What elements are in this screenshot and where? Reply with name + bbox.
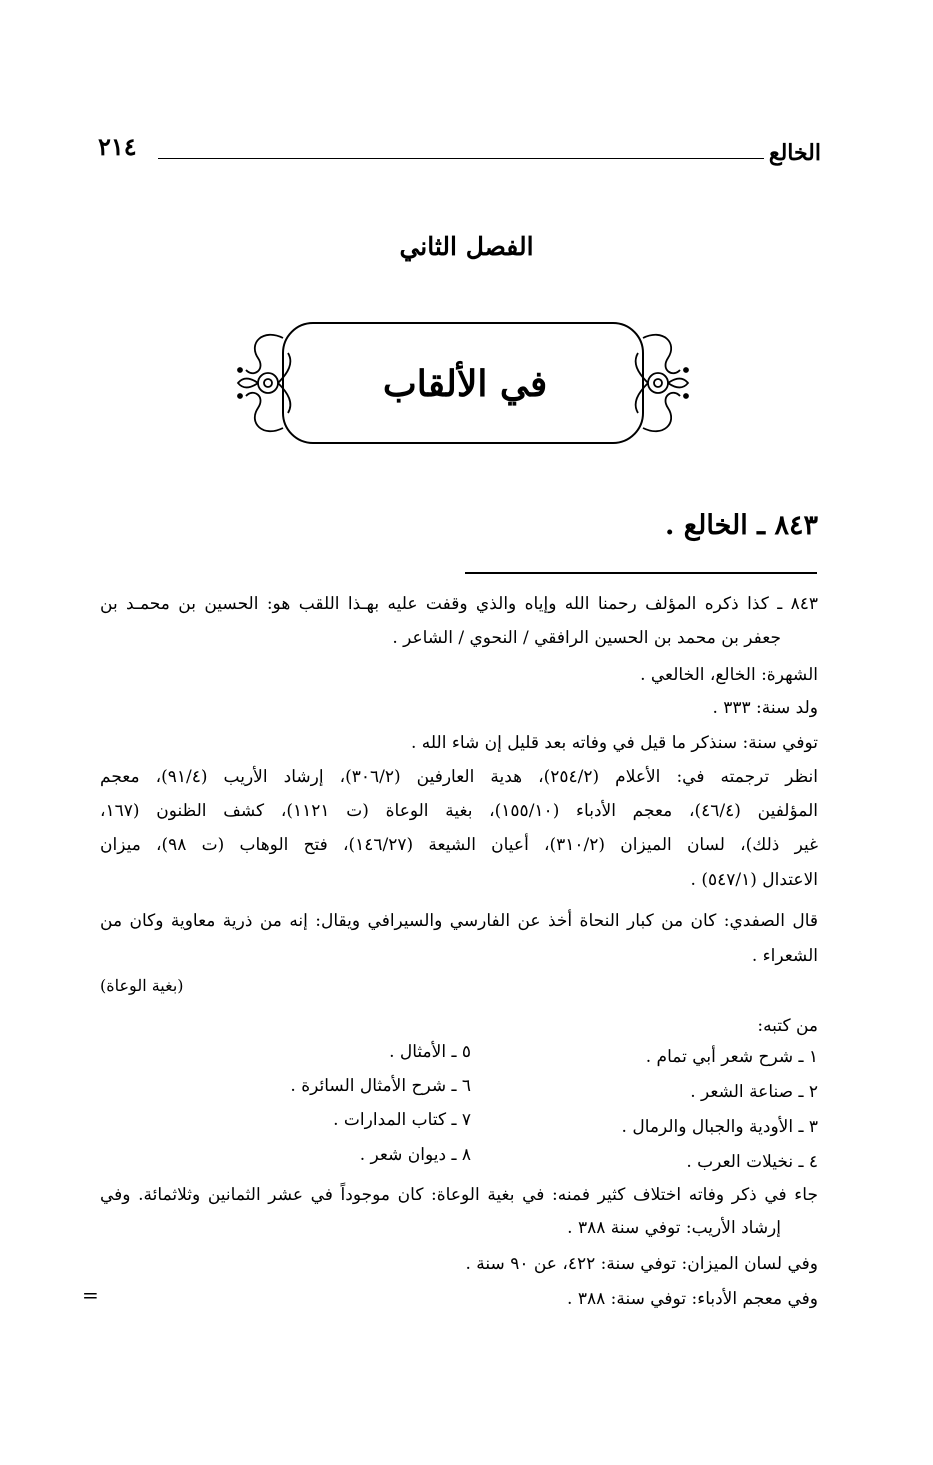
books-intro: من كتبه: bbox=[757, 1016, 818, 1036]
death-note-line: جاء في ذكر وفاته اختلاف كثير فمنه: في بغية الوعاة: كان موجوداً في عشر الثمانين وثلاثمائة. وفي bbox=[100, 1185, 818, 1205]
note-line: توفي سنة: سنذكر ما قيل في وفاته بعد قليل إن شاء الله . bbox=[410, 733, 818, 753]
book-item: ٤ ـ نخيلات العرب . bbox=[686, 1152, 818, 1172]
note-line: الشعراء . bbox=[751, 946, 818, 966]
note-line: ٨٤٣ ـ كذا ذكره المؤلف رحمنا الله وإياه والذي وقفت عليه بهـذا اللقب هو: الحسين بن محمـد بن bbox=[100, 594, 818, 614]
header-rule bbox=[158, 158, 764, 159]
death-note-line: وفي معجم الأدباء: توفي سنة: ٣٨٨ . bbox=[567, 1289, 818, 1309]
entry-heading: ٨٤٣ ـ الخالع . bbox=[664, 510, 818, 541]
note-line: ولد سنة: ٣٣٣ . bbox=[712, 698, 818, 718]
continuation-mark: = bbox=[82, 1283, 99, 1307]
book-item: ١ ـ شرح شعر أبي تمام . bbox=[645, 1047, 818, 1067]
note-line: الاعتدال (٥٤٧/١) . bbox=[690, 870, 818, 890]
book-item: ٣ ـ الأودية والجبال والرمال . bbox=[621, 1117, 818, 1137]
note-line: جعفر بن محمد بن الحسين الرافقي / النحوي / الشاعر . bbox=[392, 628, 781, 648]
page-number: ٢١٤ bbox=[98, 132, 137, 161]
death-note-line: إرشاد الأريب: توفي سنة ٣٨٨ . bbox=[567, 1218, 781, 1238]
chapter-title: الفصل الثاني bbox=[399, 232, 534, 261]
book-item: ٢ ـ صناعة الشعر . bbox=[690, 1082, 818, 1102]
book-item: ٧ ـ كتاب المدارات . bbox=[333, 1110, 471, 1130]
book-item: ٥ ـ الأمثال . bbox=[389, 1042, 471, 1062]
note-line: قال الصفدي: كان من كبار النحاة أخذ عن الفارسي والسيرافي ويقال: إنه من ذرية معاوية وكان من bbox=[100, 911, 818, 931]
section-title: في الألقاب bbox=[382, 363, 548, 405]
footnote-separator bbox=[465, 572, 817, 574]
note-line: الشهرة: الخالع، الخالعي . bbox=[640, 665, 818, 685]
running-head: الخالع bbox=[768, 140, 821, 166]
death-note-line: وفي لسان الميزان: توفي سنة: ٤٢٢، عن ٩٠ سنة . bbox=[465, 1254, 818, 1274]
source-note: (بغية الوعاة) bbox=[100, 976, 184, 995]
note-line: المؤلفين (٤٦/٤)، معجم الأدباء (١٥٥/١٠)، بغية الوعاة (ت ١١٢١)، كشف الظنون (١٦٧، bbox=[100, 801, 818, 821]
note-line: غير ذلك)، لسان الميزان (٣١٠/٢)، أعيان الشيعة (١٤٦/٢٧)، فتح الوهاب (ت ٩٨)، ميزان bbox=[100, 835, 818, 855]
book-item: ٨ ـ ديوان شعر . bbox=[359, 1145, 471, 1165]
note-line: انظر ترجمته في: الأعلام (٢٥٤/٢)، هدية العارفين (٣٠٦/٢)، إرشاد الأريب (٩١/٤)، معجم bbox=[100, 767, 818, 787]
book-item: ٦ ـ شرح الأمثال السائرة . bbox=[290, 1076, 471, 1096]
